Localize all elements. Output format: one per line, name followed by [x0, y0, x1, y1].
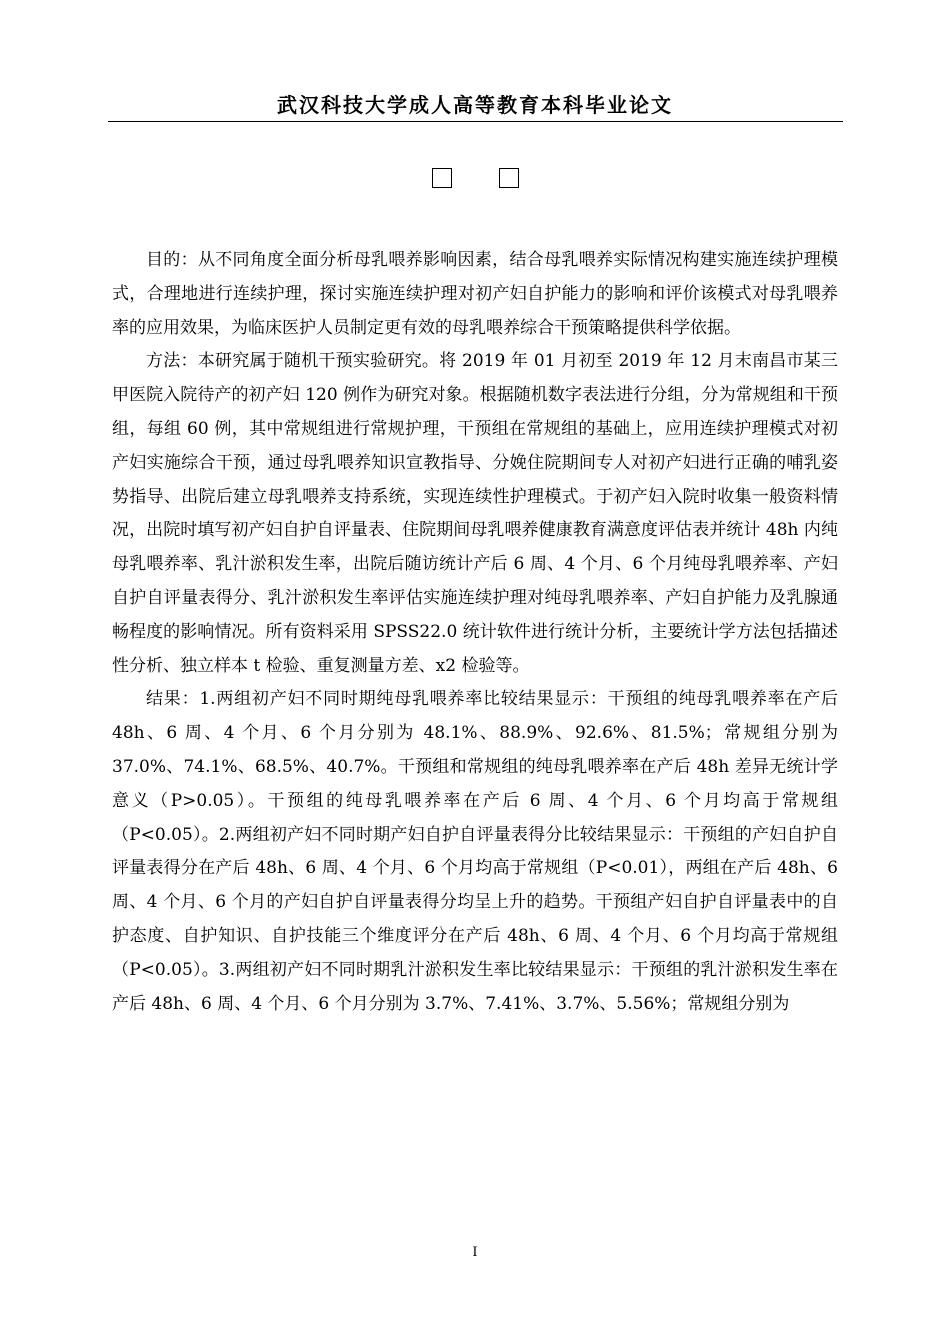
paragraph-label: 方法： [146, 351, 198, 372]
abstract-paragraph-purpose [112, 244, 838, 345]
paragraph-text: 1.两组初产妇不同时期纯母乳喂养率比较结果显示：干预组的纯母乳喂养率在产后 48h、6 周、4 个月、6 个月分别为 48.1%、88.9%、92.6%、81.5%；常规组分别为 37.0%、74.1%、68.5%、40.7%。干预组和常规组的纯母乳喂养率在产后 48h 差异无统计学意义（P>0.05）。干预组的纯母乳喂养率在产后 6 周、4 个月、6 个月均高于常规组（P<0.05）。2.两组初产妇不同时期产妇自护自评量表得分比较结果显示：干预组的产妇自护自评量表得分在产后 48h、6 周、4 个月、6 个月均高于常规组（P<0.01），两组在产后 48h、6 周、4 个月、6 个月的产妇自护自评量表得分均呈上升的趋势。干预组产妇自护自评量表中的自护态度、自护知识、自护技能三个维度评分在产后 48h、6 周、4 个月、6 个月均高于常规组（P<0.05）。3.两组初产妇不同时期乳汁淤积发生率比较结果显示：干预组的乳汁淤积发生率在产后 48h、6 周、4 个月、6 个月分别为 3.7%、7.41%、3.7%、5.56%；常规组分别为 [112, 689, 839, 1014]
title-placeholder-box [432, 168, 452, 188]
paragraph-text: 本研究属于随机干预实验研究。将 2019 年 01 月初至 2019 年 12 月末南昌市某三甲医院入院待产的初产妇 120 例作为研究对象。根据随机数字表法进行分组，分为常规组和干预组，每组 60 例，其中常规组进行常规护理，干预组在常规组的基础上，应用连续护理模式对初产妇实施综合干预，通过母乳喂养知识宣教指导、分娩住院期间专人对初产妇进行正确的哺乳姿势指导、出院后建立母乳喂养支持系统，实现连续性护理模式。于初产妇入院时收集一般资料情况，出院时填写初产妇自护自评量表、住院期间母乳喂养健康教育满意度评估表并统计 48h 内纯母乳喂养率、乳汁淤积发生率，出院后随访统计产后 6 周、4 个月、6 个月纯母乳喂养率、产妇自护自评量表得分、乳汁淤积发生率评估实施连续护理对纯母乳喂养率、产妇自护能力及乳腺通畅程度的影响情况。所有资料采用 SPSS22.0 统计软件进行统计分析，主要统计学方法包括描述性分析、独立样本 t 检验、重复测量方差、x2 检验等。 [112, 351, 838, 676]
abstract-paragraph-results [112, 683, 838, 1021]
paragraph-text: 从不同角度全面分析母乳喂养影响因素，结合母乳喂养实际情况构建实施连续护理模式，合理地进行连续护理，探讨实施连续护理对初产妇自护能力的影响和评价该模式对母乳喂养率的应用效果，为临床医护人员制定更有效的母乳喂养综合干预策略提供科学依据。 [112, 250, 839, 338]
page-number: I [472, 1245, 478, 1260]
title-placeholder-box [499, 168, 519, 188]
abstract-body [112, 244, 838, 1021]
section-title [0, 168, 950, 188]
abstract-paragraph-methods [112, 345, 838, 683]
paragraph-label: 目的： [146, 250, 198, 270]
page-header-title: 武汉科技大学成人高等教育本科毕业论文 [277, 93, 673, 117]
paragraph-label: 结果： [146, 689, 200, 710]
header-divider [108, 121, 843, 122]
